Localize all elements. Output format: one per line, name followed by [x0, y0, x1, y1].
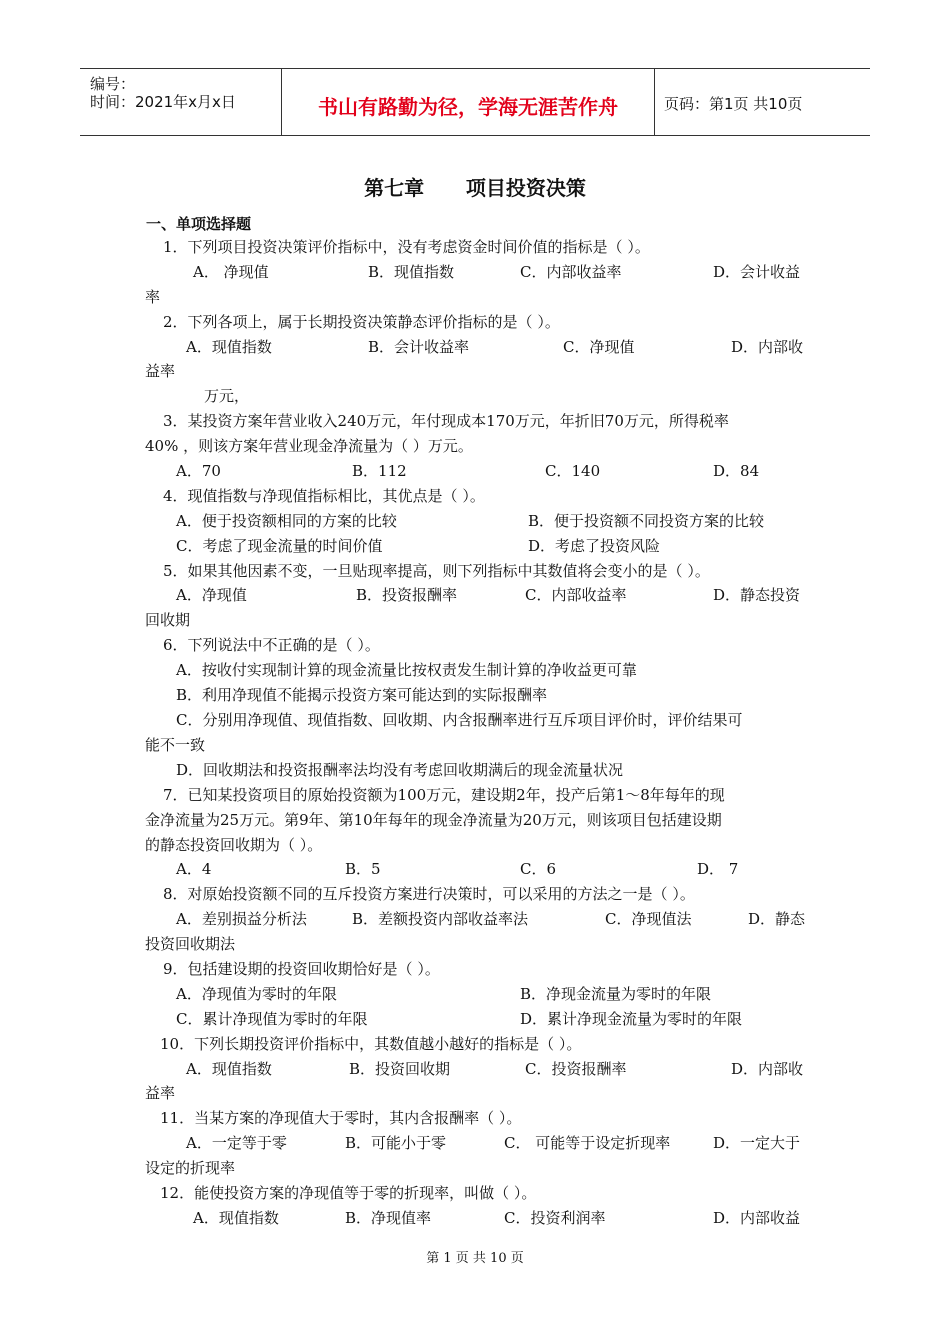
- option-text: D．静态投资: [713, 586, 801, 604]
- option-text: C．内部收益率: [520, 263, 622, 281]
- option-text: B．投资回收期: [349, 1060, 451, 1078]
- option-text: C．累计净现值为零时的年限: [176, 1010, 368, 1028]
- page-footer: 第 1 页 共 10 页: [426, 1251, 524, 1266]
- wrap-text: 40% ，则该方案年营业现金净流量为（ ）万元。: [145, 437, 473, 455]
- option-text: B．5: [345, 860, 381, 878]
- option-text: C．投资报酬率: [525, 1060, 627, 1078]
- option-text: D．内部收: [731, 1060, 804, 1078]
- option-text: D．84: [713, 462, 760, 480]
- option-text: C．考虑了现金流量的时间价值: [176, 537, 383, 555]
- question-text: 8．对原始投资额不同的互斥投资方案进行决策时，可以采用的方法之一是（ ）。: [163, 885, 695, 903]
- question-text: 12．能使投资方案的净现值等于零的折现率，叫做（ ）。: [160, 1184, 537, 1202]
- option-text: B．利用净现值不能揭示投资方案可能达到的实际报酬率: [176, 686, 548, 704]
- page-header: [80, 68, 870, 136]
- question-text: 9．包括建设期的投资回收期恰好是（ ）。: [163, 960, 440, 978]
- wrap-text: 的静态投资回收期为（ ）。: [145, 836, 323, 854]
- option-text: B．会计收益率: [368, 338, 470, 356]
- option-text: B．现值指数: [368, 263, 455, 281]
- option-text: D．回收期法和投资报酬率法均没有考虑回收期满后的现金流量状况: [176, 761, 624, 779]
- header-motto-cell: [281, 69, 655, 135]
- option-text: B．净现金流量为零时的年限: [520, 985, 712, 1003]
- option-text: C．净现值法: [605, 910, 692, 928]
- option-text: B．差额投资内部收益率法: [352, 910, 529, 928]
- stray-text: 万元，: [204, 387, 250, 405]
- header-number: 编号：: [90, 75, 136, 93]
- option-text: A．便于投资额相同的方案的比较: [176, 512, 397, 530]
- question-text: 6．下列说法中不正确的是（ ）。: [163, 636, 380, 654]
- question-text: 7．已知某投资项目的原始投资额为100万元，建设期2年，投产后第1～8年每年的现: [163, 786, 725, 804]
- header-motto: 书山有路勤为径，学海无涯苦作舟: [318, 95, 618, 119]
- option-text: D．一定大于: [713, 1134, 801, 1152]
- wrap-text: 益率: [145, 362, 176, 380]
- question-text: 2．下列各项上，属于长期投资决策静态评价指标的是（ ）。: [163, 313, 560, 331]
- option-text: A．现值指数: [193, 1209, 279, 1227]
- wrap-text: 回收期: [145, 611, 191, 629]
- question-text: 4．现值指数与净现值指标相比，其优点是（ ）。: [163, 487, 485, 505]
- option-text: A．净现值: [176, 586, 247, 604]
- option-text: B．便于投资额不同投资方案的比较: [528, 512, 765, 530]
- option-text: C．内部收益率: [525, 586, 627, 604]
- wrap-text: 益率: [145, 1084, 176, 1102]
- option-text: D． 7: [697, 860, 739, 878]
- option-text: A．70: [176, 462, 221, 480]
- chapter-title: 第七章 项目投资决策: [364, 176, 586, 200]
- option-text: A．一定等于零: [186, 1134, 287, 1152]
- option-text: A．按收付实现制计算的现金流量比按权责发生制计算的净收益更可靠: [176, 661, 637, 679]
- question-text: 5．如果其他因素不变，一旦贴现率提高，则下列指标中其数值将会变小的是（ ）。: [163, 562, 710, 580]
- option-text: A．差别损益分析法: [176, 910, 307, 928]
- option-text: D．累计净现金流量为零时的年限: [520, 1010, 743, 1028]
- option-text: A．现值指数: [186, 1060, 272, 1078]
- header-meta-cell: [80, 69, 280, 135]
- option-text: C．分别用净现值、现值指数、回收期、内含报酬率进行互斥项目评价时，评价结果可: [176, 711, 743, 729]
- option-text: D．内部收益: [713, 1209, 801, 1227]
- option-text: A．4: [176, 860, 212, 878]
- option-text: C．投资利润率: [504, 1209, 606, 1227]
- option-text: D．会计收益: [713, 263, 801, 281]
- option-text: B．可能小于零: [345, 1134, 447, 1152]
- option-text: D．内部收: [731, 338, 804, 356]
- section-heading: 一、单项选择题: [146, 215, 252, 233]
- question-text: 11．当某方案的净现值大于零时，其内含报酬率（ ）。: [160, 1109, 522, 1127]
- wrap-text: 率: [145, 288, 161, 306]
- option-text: C．6: [520, 860, 557, 878]
- option-text: A． 净现值: [193, 263, 269, 281]
- wrap-text: 设定的折现率: [145, 1159, 236, 1177]
- wrap-text: 金净流量为25万元。第9年、第10年每年的现金净流量为20万元，则该项目包括建设期: [145, 811, 722, 829]
- option-text: D．静态: [748, 910, 806, 928]
- option-text: B．净现值率: [345, 1209, 432, 1227]
- option-text: A．现值指数: [186, 338, 272, 356]
- question-text: 10．下列长期投资评价指标中，其数值越小越好的指标是（ ）。: [160, 1035, 582, 1053]
- option-text: B．投资报酬率: [356, 586, 458, 604]
- wrap-text: 投资回收期法: [145, 935, 236, 953]
- header-page-number: 页码：第1页 共10页: [664, 95, 803, 113]
- question-text: 3．某投资方案年营业收入240万元，年付现成本170万元，年折旧70万元，所得税率: [163, 412, 729, 430]
- option-text: C．140: [545, 462, 601, 480]
- header-page-cell: [654, 69, 870, 135]
- option-text: A．净现值为零时的年限: [176, 985, 337, 1003]
- option-text: B．112: [352, 462, 407, 480]
- option-text: C．净现值: [563, 338, 635, 356]
- wrap-text: 能不一致: [145, 736, 206, 754]
- header-time: 时间：2021年x月x日: [90, 93, 236, 111]
- question-text: 1．下列项目投资决策评价指标中，没有考虑资金时间价值的指标是（ ）。: [163, 238, 650, 256]
- option-text: C． 可能等于设定折现率: [504, 1134, 671, 1152]
- option-text: D．考虑了投资风险: [528, 537, 661, 555]
